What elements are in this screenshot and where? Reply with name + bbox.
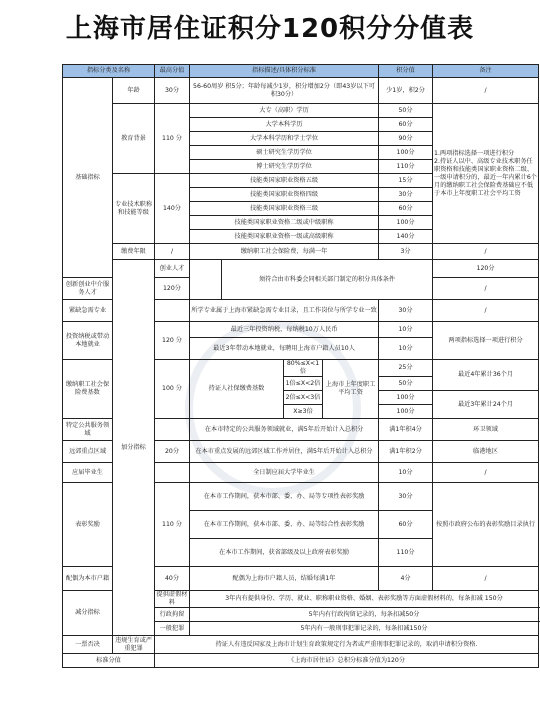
awards-max: 110 分 [155, 483, 190, 567]
minus-name: 提供虚假材料 [155, 591, 190, 608]
invest-desc: 最近3年带动本地就业，每聘用上海市户籍人员10人 [190, 338, 379, 360]
public-value: 满1年积4分 [379, 419, 433, 441]
basic-note: 1.两项指标选择一项进行积分 2.持证人以中、高级专业技术职务任职资格和技能类国家职业资格二级、一级申请积分的，最近一年内累计6个月的缴纳职工社会保险费基础应不低于本市上年度职工社会平均工资 [433, 104, 539, 244]
table-row [63, 636, 539, 654]
skills-value: 100分 [379, 216, 433, 230]
remote-desc: 在本市重点发展的远郊区域工作并居住，满5年后开始计入总积分 [190, 441, 379, 463]
header-desc: 指标描述/具体积分标准 [190, 65, 379, 78]
talent-desc: 须符合由市科委会同相关部门制定的积分具体条件 [222, 260, 433, 300]
public-name: 特定公共服务领域 [63, 419, 113, 441]
awards-desc: 在本市工作期间，获本市部、委、办、局等专项性表彰奖励 [190, 483, 379, 511]
age-note: / [433, 78, 539, 104]
minus-desc: 5年内有一般刑事犯罪记录的，每条扣减150分 [190, 622, 539, 636]
header-max: 最高分值 [155, 65, 190, 78]
awards-note: 按照市政府公布的表彰奖励目录执行 [433, 483, 539, 567]
table-row [63, 244, 539, 260]
table-row [63, 78, 539, 104]
table-row [63, 104, 539, 118]
age-name: 年龄 [113, 78, 155, 104]
awards-value: 110分 [379, 539, 433, 567]
header-row [63, 65, 539, 78]
invest-value: 10分 [379, 322, 433, 338]
graduate-note: / [433, 463, 539, 483]
age-desc: 56-60周岁 积5分；年龄每减少1岁，积分增加2分（即43岁以下可积30分） [190, 78, 379, 104]
awards-value: 60分 [379, 511, 433, 539]
remote-name: 远郊重点区域 [63, 441, 113, 463]
skills-desc: 技能类国家职业资格五级 [190, 174, 379, 188]
remote-note: 临港地区 [433, 441, 539, 463]
ins-years-max: / [155, 244, 190, 260]
edu-name: 教育背景 [113, 104, 155, 174]
skills-name: 专业技术职称和技能等级 [113, 174, 155, 244]
score-table [62, 64, 539, 668]
shortage-value: 30分 [379, 300, 433, 322]
skills-desc: 技能类国家职业资格二级或中级职称 [190, 216, 379, 230]
group-basic: 基础指标 [63, 78, 113, 278]
social-value: 50分 [379, 377, 433, 391]
skills-max: 140分 [155, 174, 190, 244]
group-bonus: 加分指标 [113, 260, 155, 636]
group-veto: 一票否决 [63, 636, 113, 654]
social-value: 100分 [379, 405, 433, 419]
table-row [63, 260, 539, 278]
edu-desc: 大学本科学历 [190, 118, 379, 132]
ins-years-name: 缴费年限 [113, 244, 155, 260]
graduate-value: 10分 [379, 463, 433, 483]
social-note2: 最近3年累计24个月 [433, 391, 539, 419]
skills-value: 30分 [379, 188, 433, 202]
skills-desc: 技能类国家职业资格四级 [190, 188, 379, 202]
minus-name: 行政拘留 [155, 608, 190, 622]
awards-name: 表彰奖励 [63, 483, 113, 567]
edu-desc: 博士研究生学历学位 [190, 160, 379, 174]
spouse-note: / [433, 567, 539, 591]
invest-value: 10分 [379, 338, 433, 360]
edu-max: 110 分 [155, 104, 190, 174]
awards-desc: 在本市工作期间，获省部级及以上政府表彰奖励 [190, 539, 379, 567]
social-ratio: 上海市上年度职工平均工资 [323, 360, 379, 419]
spouse-desc: 配偶为上海市户籍人员，结婚每满1年 [190, 567, 379, 591]
edu-value: 60分 [379, 118, 433, 132]
social-desc: 80%≤X<1倍 [284, 360, 323, 377]
public-max-blank [155, 419, 190, 441]
social-desc: 1倍≤X<2倍 [284, 377, 323, 391]
page-title: 上海市居住证积分120积分分值表 [65, 14, 475, 44]
ins-years-desc: 缴纳职工社会保险费，每满一年 [190, 244, 379, 260]
edu-desc: 大学本科学历和学士学位 [190, 132, 379, 146]
social-value: 25分 [379, 360, 433, 377]
skills-value: 140分 [379, 230, 433, 244]
header-value: 积分值 [379, 65, 433, 78]
edu-desc: 大专（高职）学历 [190, 104, 379, 118]
shortage-desc: 所学专业属于上海市紧缺急需专业目录，且工作岗位与所学专业一致 [190, 300, 379, 322]
minus-desc: 3年内有提供身份、学历、就业、职称职业资格、婚姻、表彰奖励等方面虚假材料的，每条扣减 150分 [190, 591, 539, 608]
spouse-max: 40分 [155, 567, 190, 591]
social-desc: X≥3倍 [284, 405, 323, 419]
skills-desc: 技能类国家职业资格一级或高级职称 [190, 230, 379, 244]
public-note: 环卫领域 [433, 419, 539, 441]
edu-value: 50分 [379, 104, 433, 118]
graduate-desc: 全日制应届大学毕业生 [190, 463, 379, 483]
skills-desc: 技能类国家职业资格三级 [190, 202, 379, 216]
social-desc: 2倍≤X<3倍 [284, 391, 323, 405]
social-name: 缴纳职工社会保险费基数 [63, 360, 113, 419]
social-mid: 持证人社保缴费基数 [190, 360, 284, 419]
startup-name: 创业人才 [155, 260, 190, 278]
public-desc: 在本市特定的公共服务领域就业，满5年后开始计入总积分 [190, 419, 379, 441]
table-row [63, 654, 539, 668]
remote-value: 满1年积2分 [379, 441, 433, 463]
ins-years-value: 3分 [379, 244, 433, 260]
skills-value: 15分 [379, 174, 433, 188]
shortage-max-blank [155, 300, 190, 322]
shortage-name: 紧缺急需专业 [63, 300, 113, 322]
graduate-max-blank [155, 463, 190, 483]
age-max: 30分 [155, 78, 190, 104]
group-standard: 标准分值 [63, 654, 155, 668]
veto-name: 违规生育或严重犯罪 [113, 636, 155, 654]
invest-max: 120 分 [155, 322, 190, 360]
minus-name: 一般犯罪 [155, 622, 190, 636]
veto-desc: 持证人有违反国家及上海市计划生育政策规定行为者或严重刑事犯罪记录的，取消申请积分资格. [155, 636, 539, 654]
graduate-name: 应届毕业生 [63, 463, 113, 483]
remote-max: 20分 [155, 441, 190, 463]
header-note: 备注 [433, 65, 539, 78]
social-note1: 最近4年累计36个月 [433, 360, 539, 391]
invest-desc: 最近三年投资纳税，每纳税10万人民币 [190, 322, 379, 338]
invest-name: 投资纳税或带动本地就业 [63, 322, 113, 360]
standard-desc: 《上海市居住证》总积分标准分值为120分 [155, 654, 539, 668]
agency-note: / [433, 278, 539, 300]
awards-value: 30分 [379, 483, 433, 511]
edu-value: 90分 [379, 132, 433, 146]
spouse-name: 配偶为本市户籍 [63, 567, 113, 591]
agency-value: 120分 [155, 278, 190, 300]
startup-max-blank [190, 260, 222, 300]
skills-value: 60分 [379, 202, 433, 216]
startup-value: 120分 [433, 260, 539, 278]
spouse-value: 4分 [379, 567, 433, 591]
edu-desc: 硕士研究生学历学位 [190, 146, 379, 160]
social-value: 100分 [379, 391, 433, 405]
edu-value: 110分 [379, 160, 433, 174]
age-value: 少1岁，积2分 [379, 78, 433, 104]
group-minus: 减分指标 [63, 591, 113, 636]
edu-value: 100分 [379, 146, 433, 160]
invest-note: 两项指标选择一项进行积分 [433, 322, 539, 360]
ins-years-note: / [433, 244, 539, 260]
awards-desc: 在本市工作期间，获本市部、委、办、局等综合性表彰奖励 [190, 511, 379, 539]
social-max: 100 分 [155, 360, 190, 419]
minus-desc: 5年内有行政拘留记录的，每条扣减50分 [190, 608, 539, 622]
shortage-note: / [433, 300, 539, 322]
agency-name: 创新创业中介服务人才 [63, 278, 113, 300]
header-category: 指标分类及名称 [63, 65, 155, 78]
